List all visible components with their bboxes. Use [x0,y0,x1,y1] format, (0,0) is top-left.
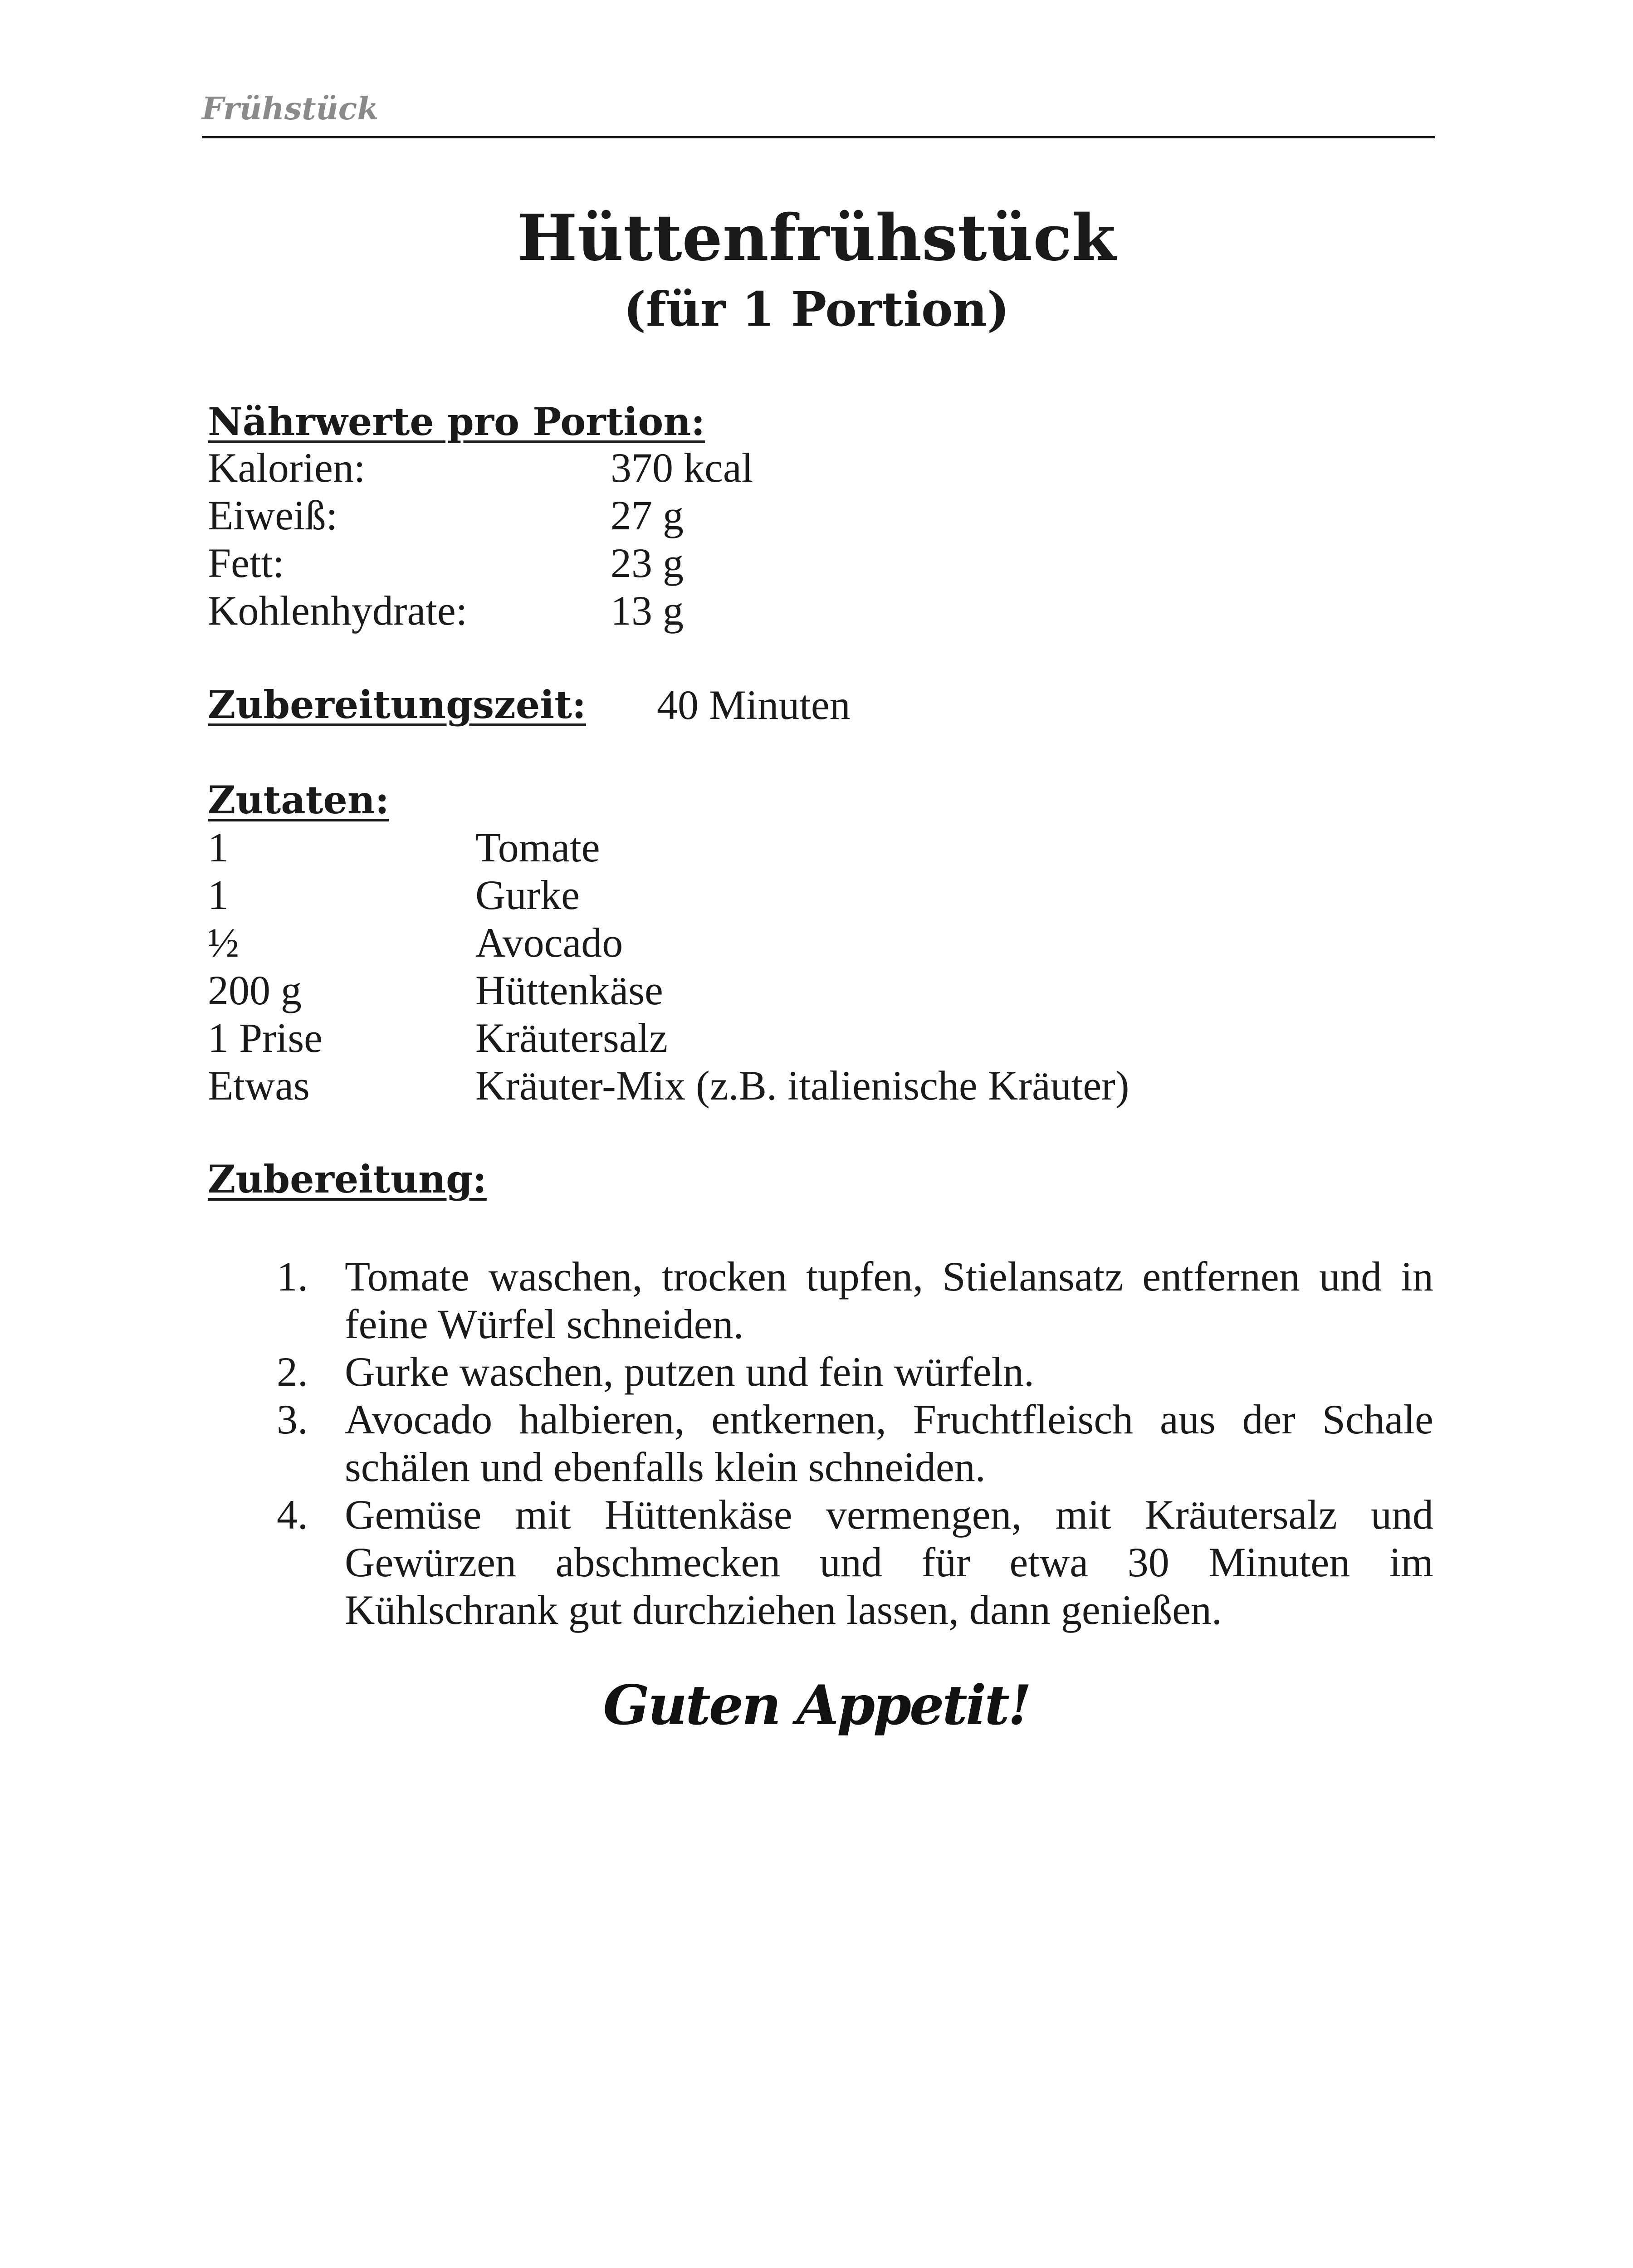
nutrition-row [208,587,684,634]
nutrition-label: Kohlenhydrate: [208,587,468,634]
ingredient-item: Kräutersalz [475,1015,668,1061]
ingredient-item: Kräuter-Mix (z.B. italienische Kräuter) [475,1062,1129,1109]
ingredient-row [208,919,623,966]
nutrition-row [208,445,753,491]
ingredient-row [208,1015,668,1061]
preparation-steps [263,1253,1433,1634]
nutrition-label: Eiweiß: [208,492,338,538]
step-number: 4. [277,1491,308,1538]
prep-time-heading: Zubereitungszeit: [208,682,587,727]
preparation-heading: Zubereitung: [208,1157,487,1202]
prep-time-value: 40 Minuten [657,682,851,728]
ingredient-amount: 1 [208,824,229,870]
nutrition-label: Fett: [208,540,284,586]
ingredient-row [208,824,600,870]
recipe-subtitle: (für 1 Portion) [623,281,1010,337]
step-number: 2. [277,1349,308,1395]
step-text: Tomate waschen, trocken tupfen, Stielansatz entfernen und in feine Würfel schneiden. [345,1253,1433,1347]
ingredient-row [208,967,663,1013]
preparation-step [263,1491,1433,1634]
ingredient-item: Tomate [475,824,600,870]
nutrition-value: 370 kcal [611,445,753,491]
ingredient-amount: Etwas [208,1062,310,1109]
running-head: Frühstück [202,91,379,127]
ingredient-row [208,1062,1129,1109]
ingredient-amount: 1 Prise [208,1015,323,1061]
step-number: 1. [277,1253,308,1300]
nutrition-value: 23 g [611,540,684,586]
nutrition-row [208,540,684,586]
header-rule [202,136,1435,138]
step-number: 3. [277,1396,308,1442]
preparation-step [263,1253,1433,1348]
preparation-step [263,1348,1433,1396]
nutrition-value: 13 g [611,587,684,634]
nutrition-value: 27 g [611,492,684,538]
step-text: Gemüse mit Hüttenkäse vermengen, mit Kräutersalz und Gewürzen abschmecken und für etwa 30 Minuten im Kühlschrank gut durchziehen lassen, dann genießen. [345,1491,1433,1633]
ingredient-amount: 1 [208,872,229,918]
recipe-title: Hüttenfrühstück [517,201,1116,275]
ingredient-amount: 200 g [208,967,302,1013]
closing-greeting: Guten Appetit! [603,1673,1030,1737]
ingredient-item: Avocado [475,919,623,966]
nutrition-label: Kalorien: [208,445,366,491]
nutrition-heading: Nährwerte pro Portion: [208,399,705,444]
step-text: Gurke waschen, putzen und fein würfeln. [345,1349,1035,1395]
ingredient-item: Gurke [475,872,580,918]
step-text: Avocado halbieren, entkernen, Fruchtfleisch aus der Schale schälen und ebenfalls klein schneiden. [345,1396,1433,1490]
ingredient-row [208,872,580,918]
ingredient-amount: ½ [208,919,239,966]
ingredient-item: Hüttenkäse [475,967,663,1013]
nutrition-row [208,492,684,538]
ingredients-heading: Zutaten: [208,777,389,822]
preparation-step [263,1396,1433,1491]
